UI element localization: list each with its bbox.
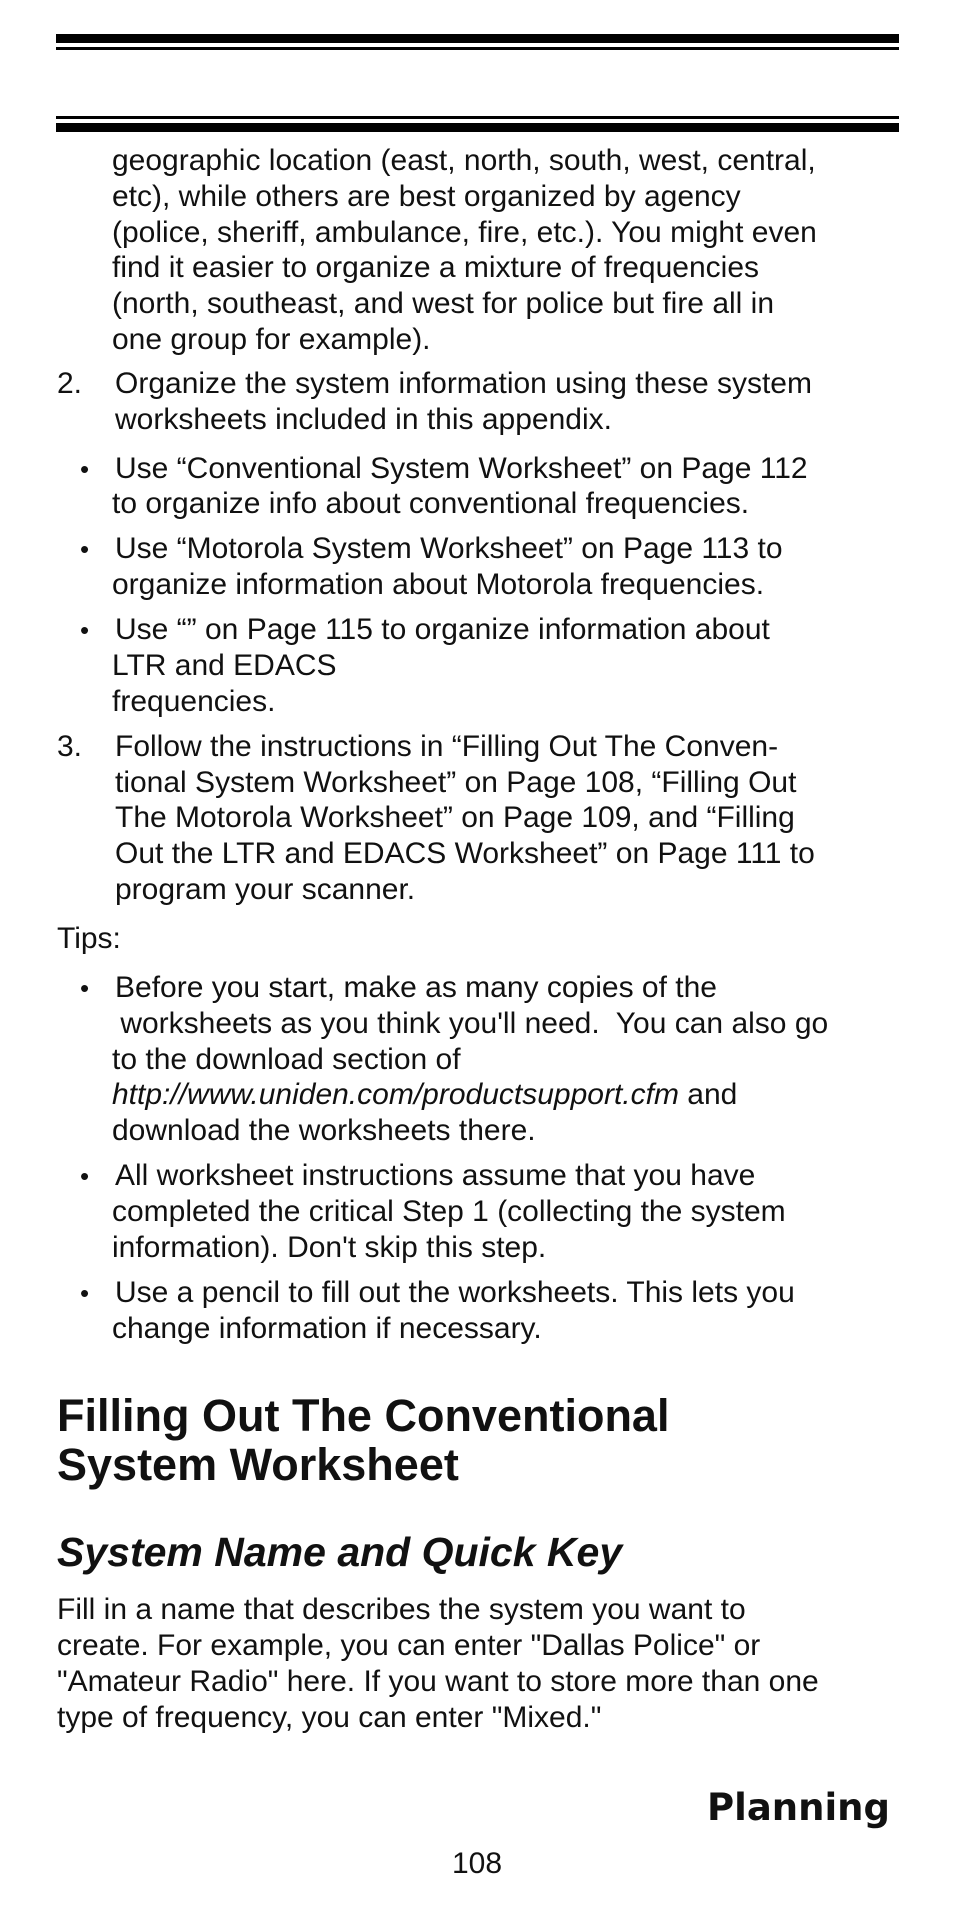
step-3-number: 3. [57,730,83,763]
bullet-line: to organize info about conventional frequencies. [112,487,750,520]
bullet-marker: • [80,1278,90,1308]
tip-line: information). Don't skip this step. [112,1231,547,1264]
section-heading: System Worksheet [57,1439,459,1490]
bullet-line: Use “Conventional System Worksheet” on Page 112 [115,452,808,485]
bullet-marker: • [80,1161,90,1191]
section-heading: Filling Out The Conventional [57,1390,670,1441]
bullet-marker: • [80,534,90,564]
step-3-line: Follow the instructions in “Filling Out The Conven- [115,730,779,763]
tip-line: Use a pencil to fill out the worksheets. This lets you [115,1276,795,1309]
continued-line: (north, southeast, and west for police but fire all in [112,287,775,320]
header-rule-bottom-thin [56,116,899,119]
tip-line: All worksheet instructions assume that you have [115,1159,756,1192]
header-rule-top-thick [56,34,899,43]
step-2-line: Organize the system information using these system [115,367,812,400]
tip-url-suffix: and [678,1078,738,1111]
bullet-marker: • [80,973,90,1003]
tip-line: Before you start, make as many copies of the [115,971,717,1004]
page-number: 108 [451,1847,503,1880]
tip-line: download the worksheets there. [112,1114,536,1147]
continued-line: geographic location (east, north, south, west, central, [112,144,816,177]
bullet-line: Use “” on Page 115 to organize information about [115,613,770,646]
continued-line: find it easier to organize a mixture of frequencies [112,251,760,284]
body-line: create. For example, you can enter "Dallas Police" or [57,1629,761,1662]
tip-line: change information if necessary. [112,1312,542,1345]
step-3-line: program your scanner. [115,873,416,906]
tip-line: worksheets as you think you'll need. You can also go [112,1007,829,1040]
tip-url-line [112,1077,737,1113]
header-rule-bottom-thick [56,123,899,132]
continued-line: (police, sheriff, ambulance, fire, etc.). You might even [112,216,817,249]
download-url-link[interactable]: http://www.uniden.com/productsupport.cfm [112,1078,679,1111]
header-rule-top-thin [56,47,899,50]
bullet-marker: • [80,615,90,645]
tip-line: completed the critical Step 1 (collecting the system [112,1195,786,1228]
step-2-number: 2. [57,367,83,400]
step-3-line: Out the LTR and EDACS Worksheet” on Page 111 to [115,837,815,870]
tips-label: Tips: [57,922,121,955]
tip-line: to the download section of [112,1043,461,1076]
bullet-marker: • [80,454,90,484]
bullet-line: Use “Motorola System Worksheet” on Page 113 to [115,532,783,565]
body-line: Fill in a name that describes the system you want to [57,1593,746,1626]
continued-line: etc), while others are best organized by agency [112,180,741,213]
step-3-line: The Motorola Worksheet” on Page 109, and “Filling [115,801,795,834]
bullet-line: organize information about Motorola frequencies. [112,568,765,601]
step-2-line: worksheets included in this appendix. [115,403,612,436]
body-line: type of frequency, you can enter "Mixed." [57,1701,602,1734]
continued-line: one group for example). [112,323,431,356]
footer-section-title: Planning [707,1786,890,1829]
subsection-heading: System Name and Quick Key [57,1529,623,1575]
step-3-line: tional System Worksheet” on Page 108, “Filling Out [115,766,797,799]
body-line: "Amateur Radio" here. If you want to store more than one [57,1665,819,1698]
bullet-line: frequencies. [112,685,276,718]
bullet-line: LTR and EDACS [112,649,337,682]
